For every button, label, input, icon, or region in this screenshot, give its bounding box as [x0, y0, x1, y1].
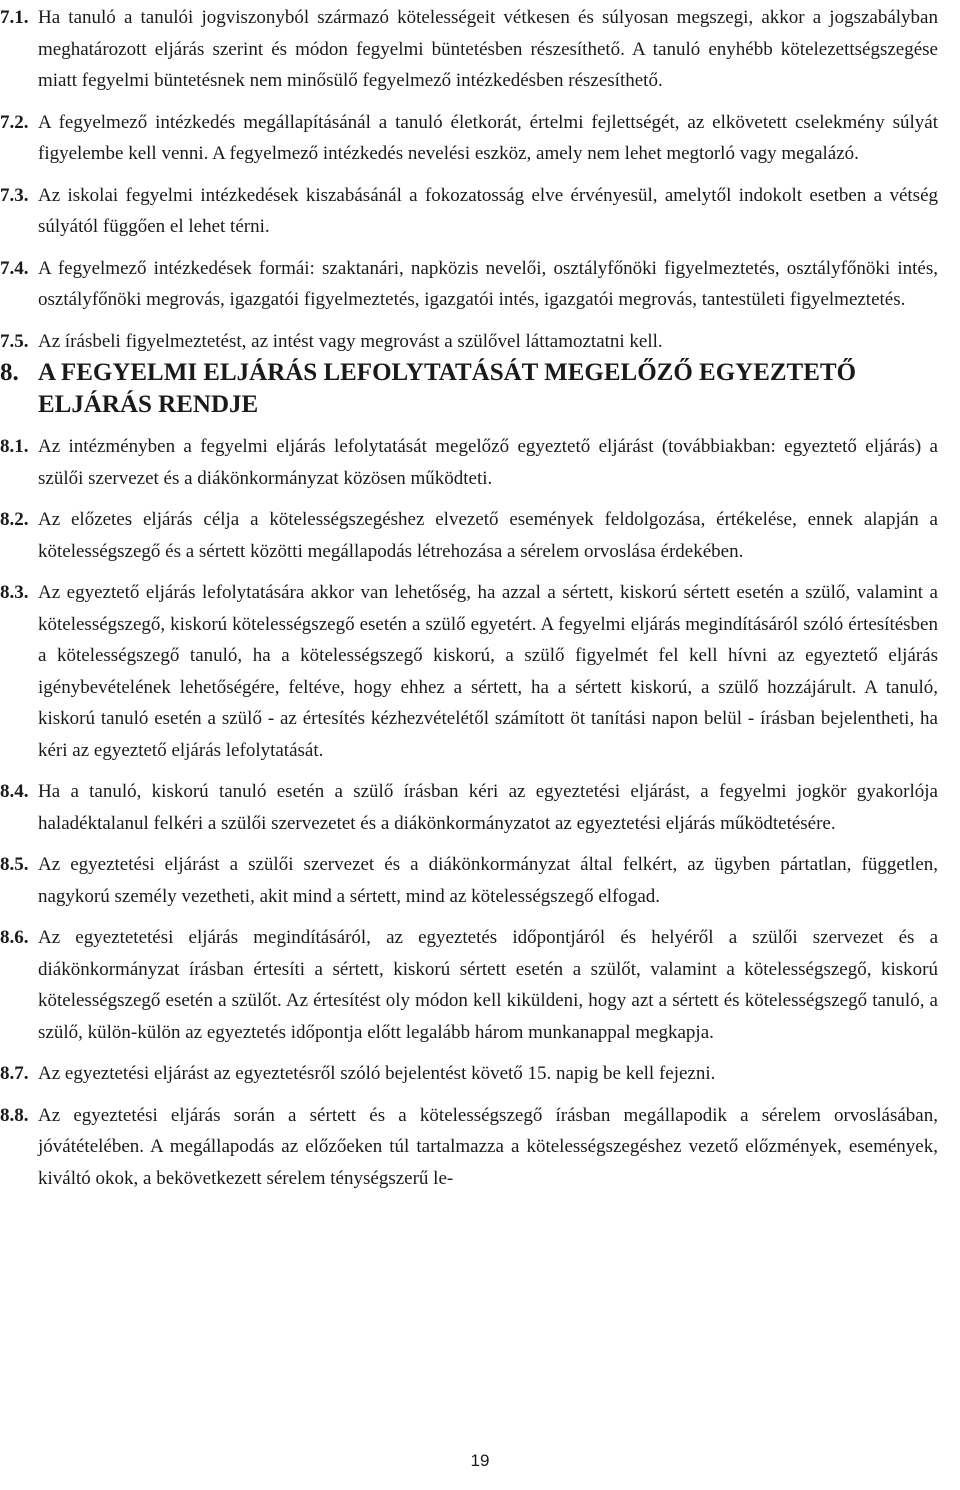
- paragraph-7-2: [0, 107, 938, 170]
- page-number: 19: [470, 1451, 490, 1470]
- paragraph-number: 7.4.: [0, 257, 29, 279]
- paragraph-text: Az egyeztetési eljárást az egyeztetésről szóló bejelentést követő 15. napig be kell fejezni.: [38, 1063, 716, 1084]
- paragraph-text: Az egyeztetési eljárás során a sértett és a kötelességszegő írásban megállapodik a sérelem orvoslásában, jóvátételében. A megállapodás az előzőeken túl tartalmazza a kötelességszegéshez vezető előzmények, események, kiváltó okok, a bekövetkezett sérelem ténységszerű le-: [38, 1104, 938, 1189]
- paragraph-8-6: [0, 922, 938, 1048]
- paragraph-number: 8.5.: [0, 854, 29, 875]
- paragraph-text: Az intézményben a fegyelmi eljárás lefolytatását megelőző egyeztető eljárást (továbbiakban: egyeztető eljárás) a szülői szervezet és a diákönkormányzat közösen működteti.: [38, 436, 938, 489]
- paragraph-8-8: [0, 1100, 938, 1195]
- paragraph-text: A fegyelmező intézkedés megállapításánál a tanuló életkorát, értelmi fejlettségét, az elkövetett cselekmény súlyát figyelembe kell venni. A fegyelmező intézkedés nevelési eszköz, amely nem lehet megtorló vagy megalázó.: [38, 111, 938, 164]
- paragraph-number: 8.8.: [0, 1104, 29, 1126]
- paragraph-text: Az előzetes eljárás célja a kötelességszegéshez elvezető események feldolgozása, értékelése, ennek alapján a kötelességszegő és a sértett közötti megállapodás létrehozása a sérelem orvoslása érdekében.: [38, 509, 938, 562]
- paragraph-7-3: [0, 180, 938, 243]
- paragraph-7-4: [0, 253, 938, 316]
- paragraph-8-7: [0, 1058, 938, 1090]
- paragraph-number: 7.2.: [0, 111, 29, 133]
- paragraph-number: 8.1.: [0, 436, 29, 457]
- paragraph-7-1: [0, 2, 938, 97]
- paragraph-text: Az írásbeli figyelmeztetést, az intést vagy megrovást a szülővel láttamoztatni kell.: [38, 330, 663, 352]
- paragraph-text: A fegyelmező intézkedések formái: szaktanári, napközis nevelői, osztályfőnöki figyelmeztetés, osztályfőnöki intés, osztályfőnöki megrovás, igazgatói figyelmeztetés, igazgatói intés, igazgatói megrovás, tantestületi figyelmeztetés.: [38, 257, 938, 310]
- paragraph-8-4: [0, 776, 938, 839]
- paragraph-number: 8.7.: [0, 1063, 29, 1084]
- paragraph-number: 7.5.: [0, 330, 29, 352]
- paragraph-text: Az iskolai fegyelmi intézkedések kiszabásánál a fokozatosság elve érvényesül, amelytől indokolt esetben a vétség súlyától függően el lehet térni.: [38, 184, 938, 237]
- paragraph-7-5: [0, 326, 938, 358]
- paragraph-number: 8.4.: [0, 781, 29, 802]
- paragraph-8-3: [0, 577, 938, 766]
- paragraph-text: Az egyeztetési eljárást a szülői szervezet és a diákönkormányzat által felkért, az ügyben pártatlan, független, nagykorú személy vezetheti, akit mind a sértett, mind az kötelességszegő elfogad.: [38, 854, 938, 907]
- paragraph-number: 8.3.: [0, 582, 29, 603]
- paragraph-text: Ha tanuló a tanulói jogviszonyból származó kötelességeit vétkesen és súlyosan megszegi, akkor a jogszabályban meghatározott eljárás szerint és módon fegyelmi büntetésben részesíthető. A tanuló enyhébb kötelezettségszegése miatt fegyelmi büntetésnek nem minősülő fegyelmező intézkedésben részesíthető.: [38, 7, 938, 91]
- paragraph-number: 7.3.: [0, 184, 29, 206]
- section-number: 8.: [0, 359, 19, 386]
- paragraph-8-2: [0, 504, 938, 567]
- paragraph-text: Az egyeztetetési eljárás megindításáról, az egyeztetés időpontjáról és helyéről a szülői szervezet és a diákönkormányzat írásban értesíti a sértett, kiskorú sértett esetén a szülőt, valamint a kötelességszegő, kiskorú kötelességszegő esetén a szülőt. Az értesítést oly módon kell kiküldeni, hogy azt a sértett és kötelességszegő tanuló, a szülő, külön-külön az egyeztetés időpontja előtt legalább három munkanappal megkapja.: [38, 927, 938, 1043]
- paragraph-number: 7.1.: [0, 7, 29, 28]
- paragraph-text: Az egyeztető eljárás lefolytatására akkor van lehetőség, ha azzal a sértett, kiskorú sértett esetén a szülő, valamint a kötelességszegő, kiskorú kötelességszegő esetén a szülő egyetért. A fegyelmi eljárás megindításáról szóló értesítésben a kötelességszegő tanuló, ha a kötelességszegő kiskorú, a szülő figyelmét fel kell hívni az egyeztető eljárás igénybevételének lehetőségére, feltéve, hogy ehhez a sértett, ha a sértett kiskorú, a szülő hozzájárult. A tanuló, kiskorú tanuló esetén a szülő - az értesítés kézhezvételétől számított öt tanítási napon belül - írásban bejelentheti, ha kéri az egyeztető eljárás lefolytatását.: [38, 582, 938, 761]
- section-title: A FEGYELMI ELJÁRÁS LEFOLYTATÁSÁT MEGELŐZŐ EGYEZTETŐ ELJÁRÁS RENDJE: [38, 359, 857, 418]
- section-heading-8: [0, 357, 938, 421]
- paragraph-number: 8.6.: [0, 927, 29, 948]
- paragraph-number: 8.2.: [0, 509, 29, 530]
- paragraph-text: Ha a tanuló, kiskorú tanuló esetén a szülő írásban kéri az egyeztetési eljárást, a fegyelmi jogkör gyakorlója haladéktalanul felkéri a szülői szervezetet és a diákönkormányzatot az egyeztetési eljárás működtetésére.: [38, 781, 938, 834]
- paragraph-8-1: [0, 431, 938, 494]
- paragraph-8-5: [0, 849, 938, 912]
